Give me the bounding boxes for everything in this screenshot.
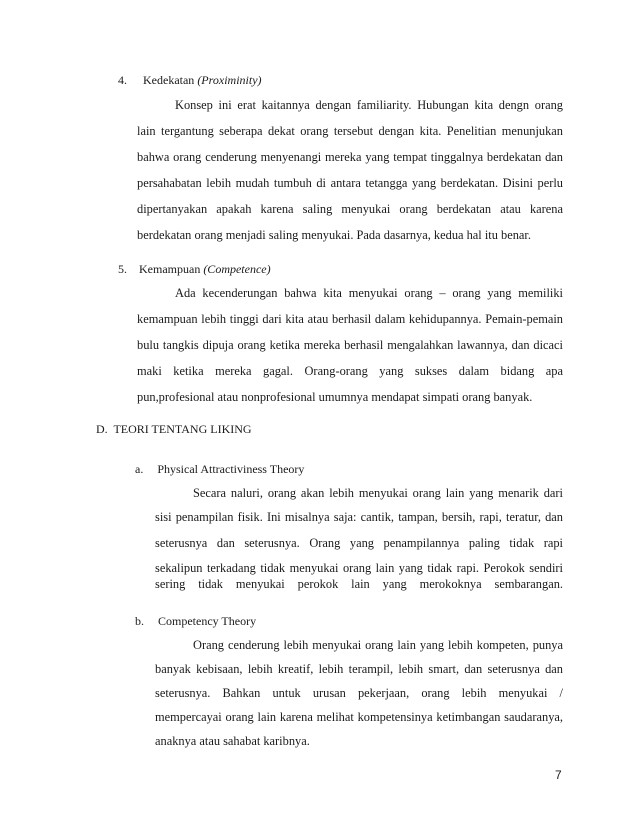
item-4-title-en: (Proximinity) bbox=[197, 73, 262, 87]
item-b-line: Orang cenderung lebih menyukai orang lain yang lebih kompeten, punya bbox=[193, 638, 563, 652]
item-4-line: Konsep ini erat kaitannya dengan familiarity. Hubungan kita dengn orang bbox=[175, 98, 563, 112]
item-4-title: Kedekatan bbox=[143, 73, 195, 87]
item-5-line: pun,profesional atau nonprofesional umumnya mendapat simpati orang banyak. bbox=[137, 390, 533, 404]
item-b-title: Competency Theory bbox=[158, 614, 257, 628]
item-b-line: mempercayai orang lain karena melihat kompetensinya ketimbangan saudaranya, bbox=[155, 710, 563, 724]
item-5-title-en: (Competence) bbox=[203, 262, 271, 276]
item-b-line: anaknya atau sahabat karibnya. bbox=[155, 734, 310, 748]
item-5-number: 5. bbox=[118, 262, 127, 276]
item-b-heading bbox=[135, 614, 256, 629]
item-a-line: sisi penampilan fisik. Ini misalnya saja: cantik, tampan, bersih, rapi, teratur, dan bbox=[155, 510, 563, 524]
item-4-line: persahabatan lebih mudah tumbuh di antara tetangga yang berdekatan. Disini perlu bbox=[137, 176, 563, 190]
page-number: 7 bbox=[555, 768, 562, 782]
item-4-line: dipertanyakan apakah karena saling menyukai orang berdekatan atau karena bbox=[137, 202, 563, 216]
item-5-line: Ada kecenderungan bahwa kita menyukai orang – orang yang memiliki bbox=[175, 286, 563, 300]
item-b-label: b. bbox=[135, 614, 144, 628]
item-4-line: lain tergantung seberapa dekat orang tersebut dengan kita. Penelitian menunjukan bbox=[137, 124, 563, 138]
item-b-line: seterusnya. Bahkan untuk urusan pekerjaan, orang lebih menyukai / bbox=[155, 686, 563, 700]
item-5-line: bulu tangkis dipuja orang ketika mereka berhasil mengalahkan lawannya, dan dicaci bbox=[137, 338, 563, 352]
item-a-line: sering tidak menyukai perokok lain yang merokoknya sembarangan. bbox=[155, 577, 563, 591]
item-5-title: Kemampuan bbox=[139, 262, 201, 276]
item-4-line: bahwa orang cenderung menyenangi mereka yang tempat tinggalnya berdekatan dan bbox=[137, 150, 563, 164]
item-4-line: berdekatan orang menjadi saling menyukai. Pada dasarnya, kedua hal itu benar. bbox=[137, 228, 531, 242]
item-a-line: seterusnya dan seterusnya. Orang yang penampilannya paling tidak rapi bbox=[155, 536, 563, 550]
item-a-line: Secara naluri, orang akan lebih menyukai orang lain yang menarik dari bbox=[193, 486, 563, 500]
item-5-line: maki ketika mereka gagal. Orang-orang yang sukses dalam bidang apa bbox=[137, 364, 563, 378]
item-4-heading bbox=[118, 73, 262, 88]
item-a-line: sekalipun terkadang tidak menyukai orang lain yang tidak rapi. Perokok sendiri bbox=[155, 561, 563, 575]
item-a-heading bbox=[135, 462, 304, 477]
item-a-title: Physical Attractiviness Theory bbox=[157, 462, 305, 476]
item-5-line: kemampuan lebih tinggi dari kita atau berhasil dalam kehidupannya. Pemain-pemain bbox=[137, 312, 563, 326]
item-b-line: banyak kebisaan, lebih kreatif, lebih terampil, lebih smart, dan seterusnya dan bbox=[155, 662, 563, 676]
item-5-heading bbox=[118, 262, 271, 277]
item-4-number: 4. bbox=[118, 73, 127, 87]
section-d-heading: D. TEORI TENTANG LIKING bbox=[96, 422, 252, 436]
item-a-label: a. bbox=[135, 462, 144, 476]
